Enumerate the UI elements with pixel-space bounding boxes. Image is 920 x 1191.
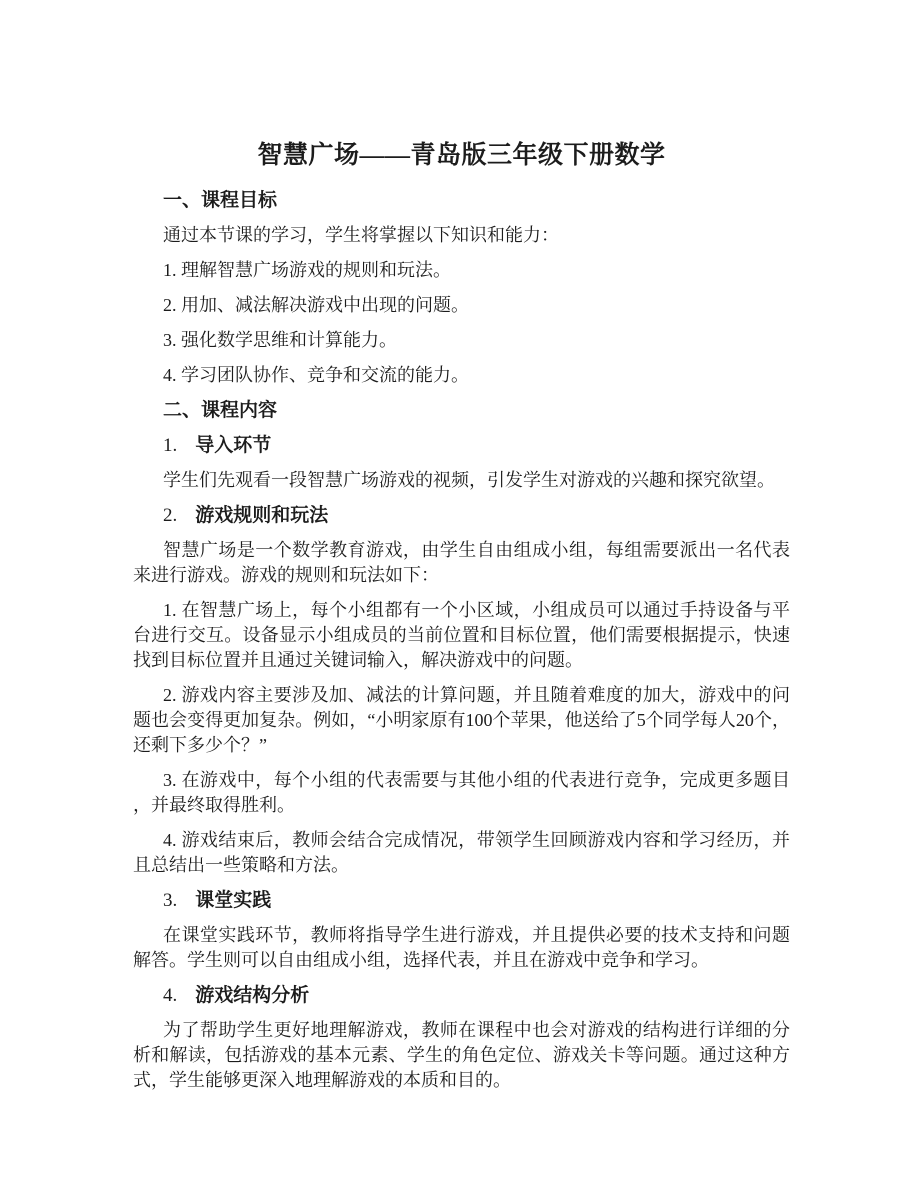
subheading-number: 2. [163,505,178,526]
subheading-rules [133,503,790,528]
paragraph-goal-2: 2. 用加、减法解决游戏中出现的问题。 [163,295,469,315]
paragraph-goal-4: 4. 学习团队协作、竞争和交流的能力。 [163,365,469,385]
paragraph-rule-1: 1. 在智慧广场上，每个小组都有一个小区域，小组成员可以通过手持设备与平台进行交互。设备显示小组成员的当前位置和目标位置，他们需要根据提示，快速找到目标位置并且通过关键词输入，解决游戏中的问题。 [133,600,790,670]
paragraph-goals-intro: 通过本节课的学习，学生将掌握以下知识和能力： [163,225,559,245]
subheading-text: 游戏规则和玩法 [195,505,329,526]
paragraph-rule-3: 3. 在游戏中，每个小组的代表需要与其他小组的代表进行竞争，完成更多题目，并最终取得胜利。 [133,770,790,815]
subheading-intro [133,433,790,458]
subheading-text: 导入环节 [195,435,272,456]
paragraph-goal-3: 3. 强化数学思维和计算能力。 [163,330,397,350]
subheading-text: 课堂实践 [195,890,272,911]
subheading-number: 1. [163,435,178,456]
paragraph-intro: 学生们先观看一段智慧广场游戏的视频，引发学生对游戏的兴趣和探究欲望。 [163,470,775,490]
subheading-structure-analysis [133,983,790,1008]
subheading-practice [133,888,790,913]
subheading-number: 3. [163,890,178,911]
paragraph-structure-analysis: 为了帮助学生更好地理解游戏，教师在课程中也会对游戏的结构进行详细的分析和解读，包括游戏的基本元素、学生的角色定位、游戏关卡等问题。通过这种方式，学生能够更深入地理解游戏的本质和目的。 [133,1020,790,1090]
paragraph-rule-4: 4. 游戏结束后，教师会结合完成情况，带领学生回顾游戏内容和学习经历，并且总结出一些策略和方法。 [133,830,790,875]
paragraph-rule-2: 2. 游戏内容主要涉及加、减法的计算问题，并且随着难度的加大，游戏中的问题也会变得更加复杂。例如，“小明家原有100个苹果，他送给了5个同学每人20个，还剩下多少个？” [133,685,790,755]
section-heading-course-content: 二、课程内容 [163,400,278,421]
subheading-text: 游戏结构分析 [195,985,310,1006]
subheading-number: 4. [163,985,178,1006]
section-heading-course-goals: 一、课程目标 [163,190,278,211]
paragraph-practice: 在课堂实践环节，教师将指导学生进行游戏，并且提供必要的技术支持和问题解答。学生则可以自由组成小组，选择代表，并且在游戏中竞争和学习。 [133,925,790,970]
document-title: 智慧广场——青岛版三年级下册数学 [257,142,666,169]
paragraph-goal-1: 1. 理解智慧广场游戏的规则和玩法。 [163,260,451,280]
paragraph-rules-intro: 智慧广场是一个数学教育游戏，由学生自由组成小组，每组需要派出一名代表来进行游戏。游戏的规则和玩法如下： [133,540,790,585]
